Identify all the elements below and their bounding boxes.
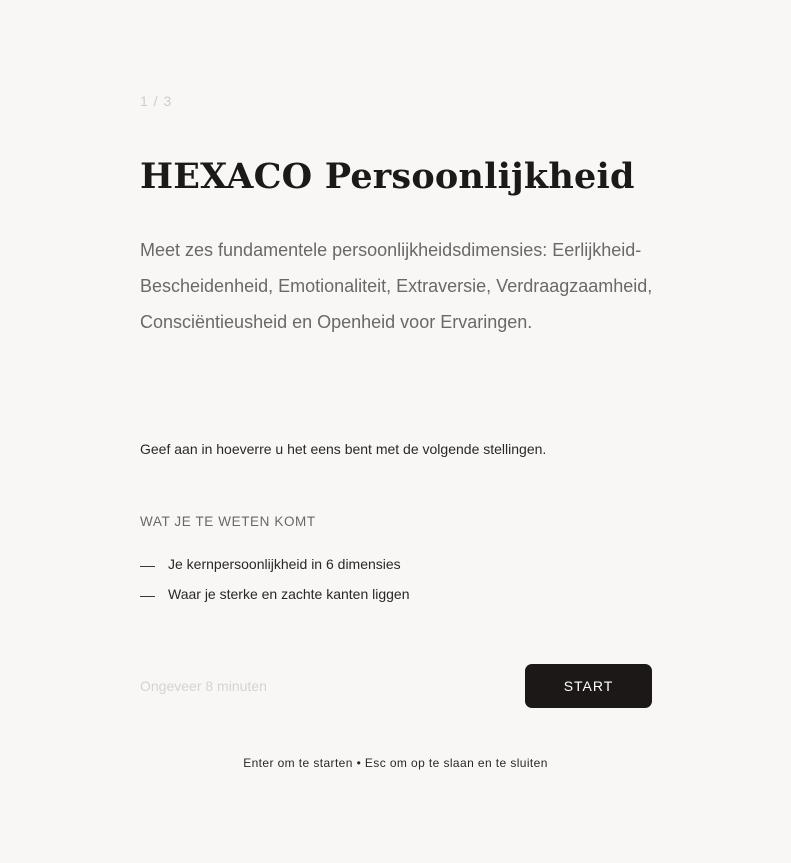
instruction-text: Geef aan in hoeverre u het eens bent met de volgende stellingen. <box>140 441 547 457</box>
list-item-label: Je kernpersoonlijkheid in 6 dimensies <box>168 556 401 572</box>
learn-heading: WAT JE TE WETEN KOMT <box>140 514 316 529</box>
keyboard-hint: Enter om te starten • Esc om op te slaan en te sluiten <box>243 756 548 770</box>
list-item-label: Waar je sterke en zachte kanten liggen <box>168 586 410 602</box>
learn-list <box>140 549 410 609</box>
start-button[interactable]: START <box>525 664 652 708</box>
duration-estimate: Ongeveer 8 minuten <box>140 678 267 694</box>
dash-icon <box>140 596 155 597</box>
page-title: HEXACO Persoonlijkheid <box>140 156 635 197</box>
test-description: Meet zes fundamentele persoonlijkheidsdimensies: Eerlijkheid-Bescheidenheid, Emotionaliteit, Extraversie, Verdraagzaamheid, Consciëntieusheid en Openheid voor Ervaringen. <box>140 240 653 332</box>
dash-icon <box>140 566 155 567</box>
list-item <box>140 549 410 579</box>
list-item <box>140 579 410 609</box>
step-indicator: 1 / 3 <box>140 93 173 109</box>
